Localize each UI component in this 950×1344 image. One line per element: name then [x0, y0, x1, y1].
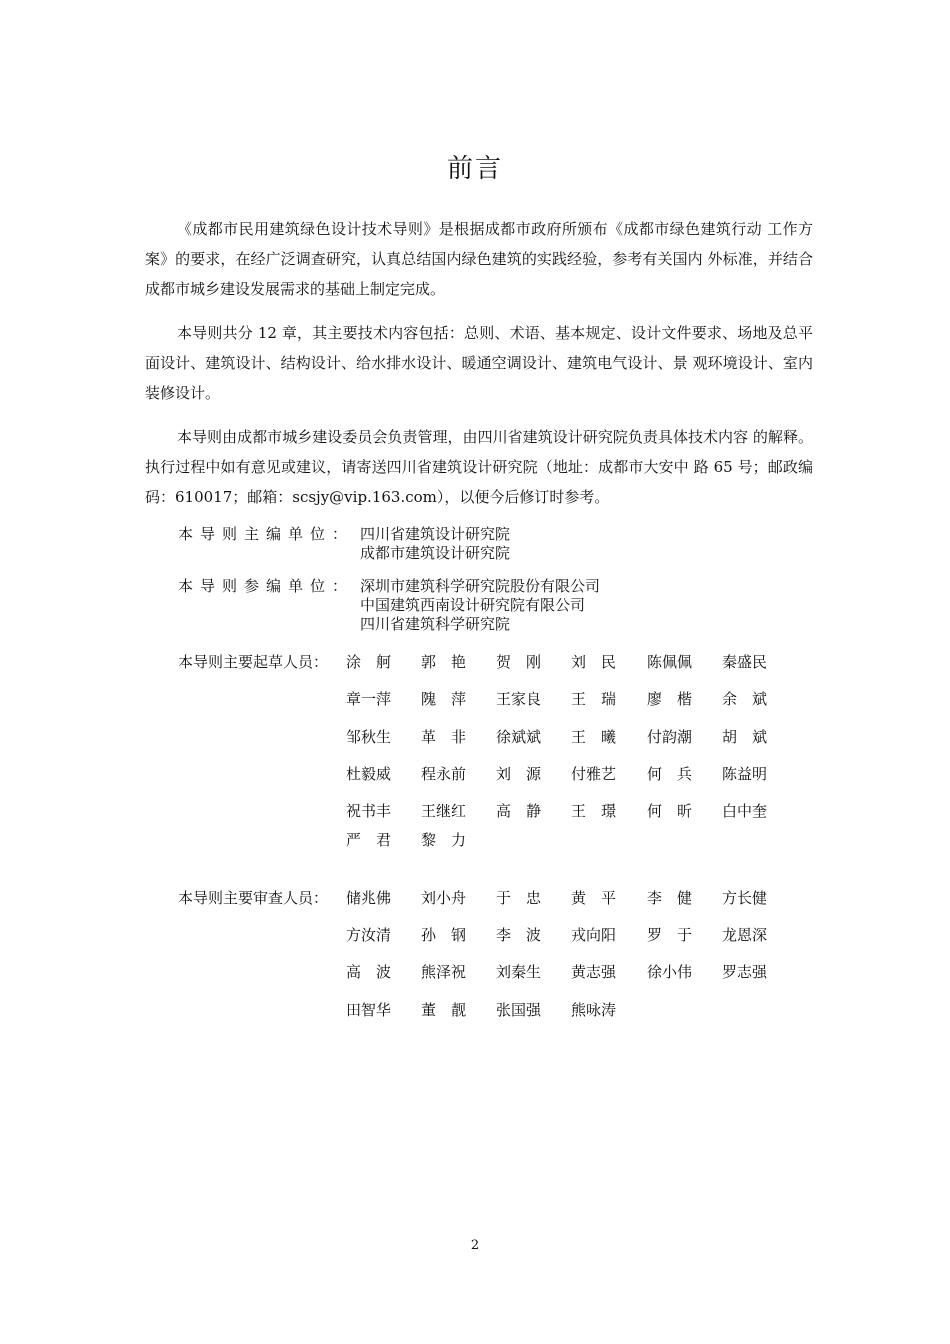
person-name: 付雅艺 — [571, 765, 617, 783]
person-name: 李 波 — [496, 926, 542, 944]
person-name: 孙 钢 — [421, 926, 467, 944]
person-name: 陈佩佩 — [647, 653, 693, 671]
person-name: 田智华 — [346, 1001, 392, 1019]
person-name: 王 曦 — [571, 728, 617, 746]
person-name: 程永前 — [421, 765, 467, 783]
participating-unit: 深圳市建筑科学研究院股份有限公司 — [360, 577, 601, 595]
person-name: 付韵潮 — [647, 728, 693, 746]
person-name: 刘小舟 — [421, 889, 467, 907]
person-name: 胡 斌 — [722, 728, 768, 746]
person-name: 高 波 — [346, 963, 392, 981]
person-name: 祝书丰 — [346, 802, 392, 820]
person-name: 黄志强 — [571, 963, 617, 981]
participating-unit: 中国建筑西南设计研究院有限公司 — [360, 596, 586, 614]
person-name: 罗 于 — [647, 926, 693, 944]
person-name: 严 君 — [346, 831, 392, 849]
reviewers-label: 本导则主要审查人员： — [178, 889, 329, 907]
person-name: 王 璟 — [571, 802, 617, 820]
chief-unit: 四川省建筑设计研究院 — [360, 525, 511, 543]
person-name: 秦盛民 — [722, 653, 768, 671]
person-name: 董 靓 — [421, 1001, 467, 1019]
person-name: 龙恩深 — [722, 926, 768, 944]
person-name: 涂 舸 — [346, 653, 392, 671]
person-name: 刘 民 — [571, 653, 617, 671]
person-name: 王家良 — [496, 690, 542, 708]
person-name: 何 兵 — [647, 765, 693, 783]
person-name: 徐斌斌 — [496, 728, 542, 746]
person-name: 方长健 — [722, 889, 768, 907]
person-name: 刘秦生 — [496, 963, 542, 981]
person-name: 邹秋生 — [346, 728, 392, 746]
person-name: 黎 力 — [421, 831, 467, 849]
management-paragraph: 本导则由成都市城乡建设委员会负责管理，由四川省建筑设计研究院负责具体技术内容 的解释。执行过程中如有意见或建议，请寄送四川省建筑设计研究院（地址：成都市大安中 路 65 号；邮政编码：610017；邮箱：scsjy@vip.163.com），以便今后修订时参考。 — [145, 428, 813, 506]
person-name: 陈益明 — [722, 765, 768, 783]
participating-unit: 四川省建筑科学研究院 — [360, 615, 511, 633]
person-name: 储兆佛 — [346, 889, 392, 907]
person-name: 方汝清 — [346, 926, 392, 944]
person-name: 革 非 — [421, 728, 467, 746]
person-name: 余 斌 — [722, 690, 768, 708]
person-name: 熊咏涛 — [571, 1001, 617, 1019]
drafters-label: 本导则主要起草人员： — [178, 653, 329, 671]
person-name: 罗志强 — [722, 963, 768, 981]
person-name: 郭 艳 — [421, 653, 467, 671]
chief-units-label: 本导则主编单位： — [178, 525, 355, 543]
person-name: 高 静 — [496, 802, 542, 820]
participating-units-label: 本导则参编单位： — [178, 577, 355, 595]
person-name: 王 瑞 — [571, 690, 617, 708]
content-paragraph: 本导则共分 12 章，其主要技术内容包括：总则、术语、基本规定、设计文件要求、场地及总平面设计、建筑设计、结构设计、给水排水设计、暖通空调设计、建筑电气设计、景 观环境设计、室内装修设计。 — [145, 324, 813, 402]
person-name: 何 昕 — [647, 802, 693, 820]
page-number: 2 — [470, 1238, 480, 1253]
person-name: 贺 刚 — [496, 653, 542, 671]
person-name: 杜毅威 — [346, 765, 392, 783]
intro-paragraph: 《成都市民用建筑绿色设计技术导则》是根据成都市政府所颁布《成都市绿色建筑行动 工作方案》的要求，在经广泛调查研究，认真总结国内绿色建筑的实践经验，参考有关国内 外标准，并结合成都市城乡建设发展需求的基础上制定完成。 — [145, 220, 813, 298]
person-name: 隗 萍 — [421, 690, 467, 708]
person-name: 章一萍 — [346, 690, 392, 708]
person-name: 于 忠 — [496, 889, 542, 907]
person-name: 徐小伟 — [647, 963, 693, 981]
person-name: 王继红 — [421, 802, 467, 820]
chief-unit: 成都市建筑设计研究院 — [360, 544, 511, 562]
page-title: 前言 — [446, 154, 503, 184]
person-name: 刘 源 — [496, 765, 542, 783]
person-name: 李 健 — [647, 889, 693, 907]
person-name: 戎向阳 — [571, 926, 617, 944]
person-name: 黄 平 — [571, 889, 617, 907]
person-name: 张国强 — [496, 1001, 542, 1019]
person-name: 熊泽祝 — [421, 963, 467, 981]
person-name: 白中奎 — [722, 802, 768, 820]
person-name: 廖 楷 — [647, 690, 693, 708]
